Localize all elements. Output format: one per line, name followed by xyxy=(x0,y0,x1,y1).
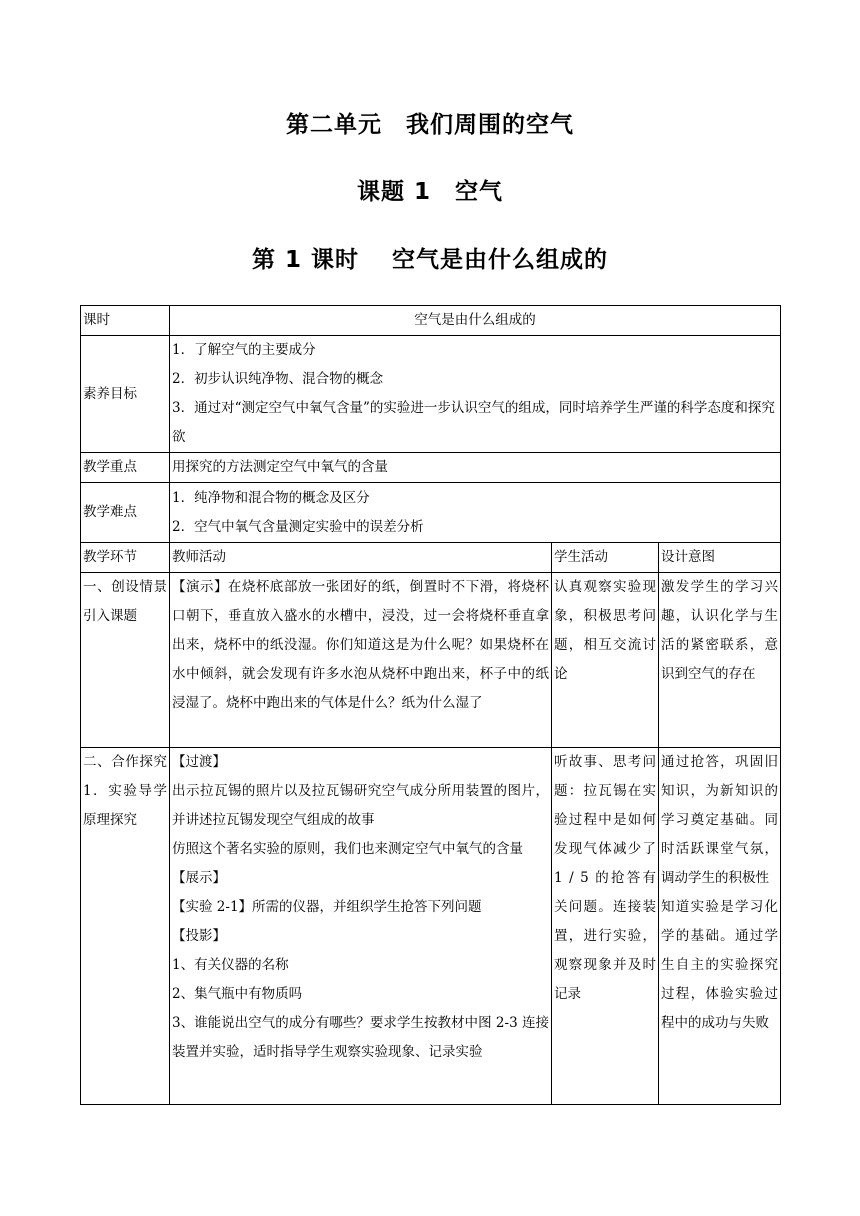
teacher-text: 【投影】 xyxy=(172,928,226,944)
teacher-text: 【演示】在烧杯底部放一张团好的纸，倒置时不下滑，将烧杯口朝下，垂直放入盛水的水槽中，浸没，过一会将烧杯垂直拿出来，烧杯中的纸没湿。你们知道这是为什么呢？如果烧杯在水中倾斜，就会发现有许多水泡从烧杯中跑出来，杯子中的纸浸湿了。烧杯中跑出来的气体是什么？纸为什么湿了 xyxy=(172,579,549,711)
teacher-text: 1、有关仪器的名称 xyxy=(172,957,289,973)
teacher-text: 出示拉瓦锡的照片以及拉瓦锡研究空气成分所用装置的图片，并讲述拉瓦锡发现空气组成的故事 xyxy=(172,783,549,828)
stage-cell xyxy=(81,573,170,748)
col-header-student: 学生活动 xyxy=(552,543,659,573)
table-row xyxy=(81,748,781,1105)
teacher-cell xyxy=(170,748,552,1105)
table-row xyxy=(81,573,781,748)
lesson-plan-table xyxy=(80,305,781,1105)
goals-label: 素养目标 xyxy=(81,336,170,453)
teacher-cell xyxy=(170,573,552,748)
goal-item: 3．通过对“测定空气中氧气含量”的实验进一步认识空气的组成，同时培养学生严谨的科学态度和探究欲 xyxy=(172,400,775,445)
goals-cell xyxy=(170,336,781,453)
teacher-text: 【过渡】 xyxy=(172,754,226,770)
teacher-text: 2、集气瓶中有物质吗 xyxy=(172,986,303,1002)
student-text: 认真观察实验现象，积极思考问题，相互交流讨论 xyxy=(554,579,656,682)
goal-item: 2．初步认识纯净物、混合物的概念 xyxy=(172,371,384,387)
difficulty-cell xyxy=(170,483,781,543)
intent-text: 知道实验是学习化学的基础。通过学生自主的实验探究过程，体验实验过程中的成功与失败 xyxy=(661,899,779,1031)
stage-cell xyxy=(81,748,170,1105)
intent-text: 通过抢答，巩固旧知识，为新知识的学习奠定基础。同时活跃课堂气氛，调动学生的积极性 xyxy=(661,754,779,886)
intent-cell xyxy=(659,748,781,1105)
unit-title: 第二单元 我们周围的空气 xyxy=(286,112,574,138)
stage-text: 二、合作探究 1．实验导学原理探究 xyxy=(83,754,167,828)
student-text: 听故事、思考问题：拉瓦锡在实验过程中是如何发现气体减少了 1 / 5 的抢答有关问题。连接装置，进行实验，观察现象并及时记录 xyxy=(554,754,656,1002)
intent-cell xyxy=(659,573,781,748)
lesson-title: 第 1 课时 空气是由什么组成的 xyxy=(251,247,609,273)
key-label: 教学重点 xyxy=(81,453,170,483)
teacher-text: 【展示】 xyxy=(172,870,226,886)
stage-text: 一、创设情景引入课题 xyxy=(83,579,167,624)
student-cell xyxy=(552,748,659,1105)
col-header-stage: 教学环节 xyxy=(81,543,170,573)
teacher-text: 【实验 2-1】所需的仪器，并组织学生抢答下列问题 xyxy=(172,899,482,915)
teacher-text: 仿照这个著名实验的原则，我们也来测定空气中氧气的含量 xyxy=(172,841,523,857)
key-value: 用探究的方法测定空气中氧气的含量 xyxy=(170,453,781,483)
difficulty-label: 教学难点 xyxy=(81,483,170,543)
teacher-text: 3、谁能说出空气的成分有哪些？要求学生按教材中图 2-3 连接装置并实验，适时指导学生观察实验现象、记录实验 xyxy=(172,1015,549,1060)
difficulty-item: 1．纯净物和混合物的概念及区分 xyxy=(172,489,370,506)
row-column-headers xyxy=(81,543,781,573)
col-header-intent: 设计意图 xyxy=(659,543,781,573)
goal-item: 1．了解空气的主要成分 xyxy=(172,342,316,358)
topic-title: 课题 1 空气 xyxy=(356,179,503,205)
row-key-point xyxy=(81,453,781,483)
student-cell xyxy=(552,573,659,748)
row-lesson xyxy=(81,306,781,336)
difficulty-item: 2．空气中氧气含量测定实验中的误差分析 xyxy=(172,518,424,535)
lesson-label: 课时 xyxy=(81,306,170,336)
intent-text: 激发学生的学习兴趣，认识化学与生活的紧密联系，意识到空气的存在 xyxy=(661,579,779,682)
row-goals xyxy=(81,336,781,453)
row-difficulty xyxy=(81,483,781,543)
col-header-teacher: 教师活动 xyxy=(170,543,552,573)
lesson-value: 空气是由什么组成的 xyxy=(170,306,781,336)
